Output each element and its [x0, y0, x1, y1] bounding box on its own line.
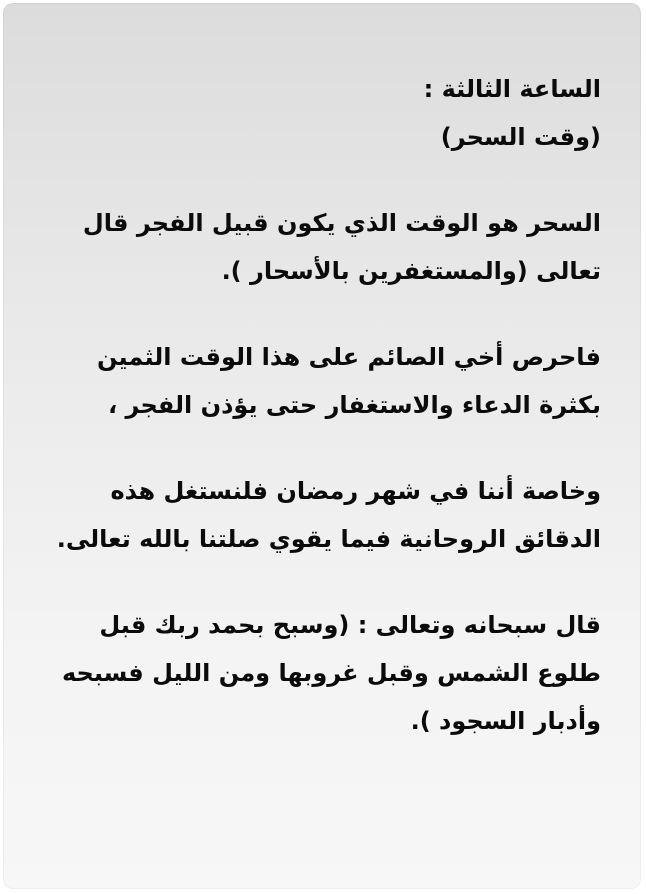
note-card: [3, 3, 641, 889]
paragraph-2-line-2: بكثرة الدعاء والاستغفار حتى يؤذن الفجر ،: [108, 391, 601, 419]
paragraph-3-line-1: وخاصة أننا في شهر رمضان فلنستغل هذه: [110, 477, 601, 505]
note-text: [41, 65, 601, 745]
paragraph-3-line-2: الدقائق الروحانية فيما يقوي صلتنا بالله تعالى.: [56, 525, 601, 553]
paragraph-2-line-1: فاحرص أخي الصائم على هذا الوقت الثمين: [96, 343, 601, 371]
paragraph-1-line-1: السحر هو الوقت الذي يكون قبيل الفجر قال: [82, 209, 601, 237]
paragraph-4-line-3: وأدبار السجود ).: [410, 707, 601, 735]
heading-line: الساعة الثالثة :: [423, 75, 601, 103]
subheading-line: (وقت السحر): [440, 123, 601, 151]
paragraph-4-line-1: قال سبحانه وتعالى : (وسبح بحمد ربك قبل: [99, 611, 601, 639]
paragraph-4-line-2: طلوع الشمس وقبل غروبها ومن الليل فسبحه: [61, 659, 601, 687]
paragraph-1-line-2: تعالى (والمستغفرين بالأسحار ).: [221, 257, 601, 285]
